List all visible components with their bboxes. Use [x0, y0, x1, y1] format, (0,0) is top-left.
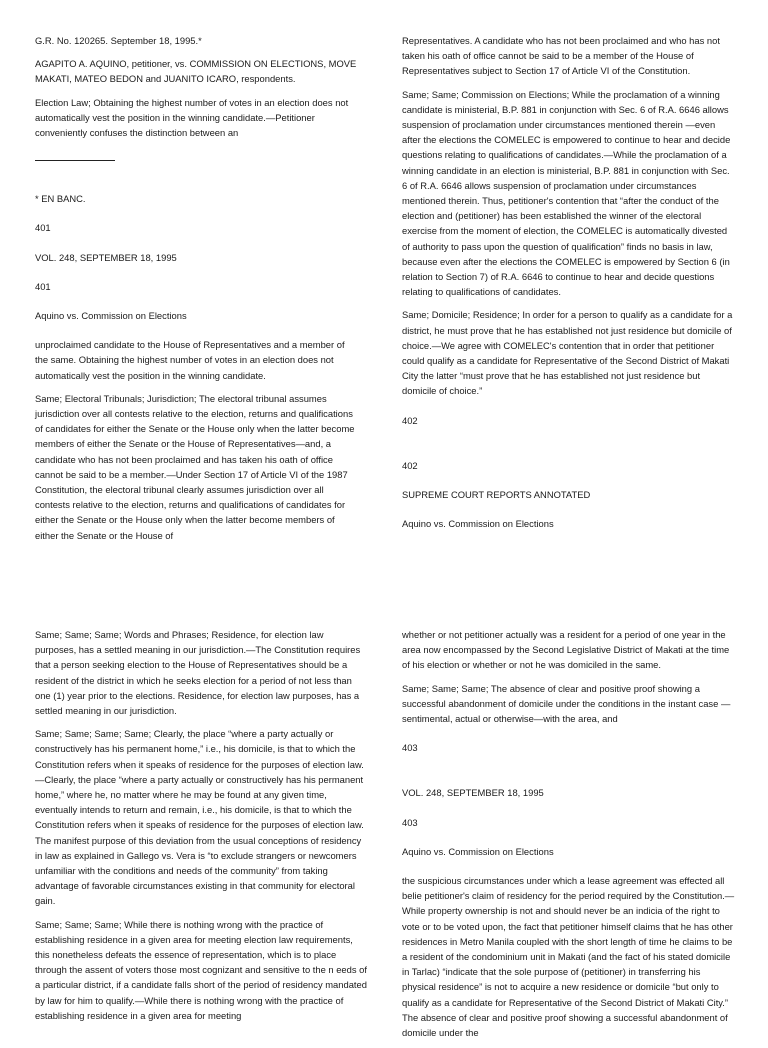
page-number: 402: [402, 459, 418, 471]
bottom-right-column: [402, 627, 736, 1048]
top-right-column: [402, 33, 736, 539]
reporter-name: SUPREME COURT REPORTS ANNOTATED: [402, 489, 591, 501]
page-number: 401: [35, 222, 51, 234]
syllabus-paragraph: Election Law; Obtaining the highest number of votes in an election does not automatically vest the position in the winning candidate.—Petitioner conveniently confuses the distinction between an: [35, 96, 349, 139]
running-head: Aquino vs. Commission on Elections: [35, 310, 187, 322]
syllabus-paragraph: Same; Same; Same; While there is nothing wrong with the practice of establishing residence in a given area for meeting election law requirements, this nonetheless defeats the essence of representation, which is to place through the assent of voters those most cognizant and sensitive to the n eeds of a particular district, if a candidate falls short of the period of residency mandated by law for him to qualify.—While there is nothing wrong with the practice of establishing residence in a given area for meeting: [35, 918, 367, 1021]
syllabus-paragraph: Same; Same; Same; Same; Clearly, the place “where a party actually or constructively has his permanent home,” i.e., his domicile, is that to which the Constitution refers when it speaks of residence for the purposes of election law.—Clearly, the place “where a party actually or constructively has his permanent home,” where he, no matter where he may be found at any given time, eventually intends to return and remain, i.e., his domicile, is that to which the Constitution refers when it speaks of residence for the purposes of election law. The manifest purpose of this deviation from the usual conceptions of residency in law as explained in Gallego vs. Vera is “to exclude strangers or newcomers unfamiliar with the conditions and needs of the community” from taking advantage of favorable circumstances existing in that community for electoral gain.: [35, 728, 364, 907]
case-citation: G.R. No. 120265. September 18, 1995.*: [35, 35, 202, 46]
running-head: Aquino vs. Commission on Elections: [402, 518, 554, 530]
syllabus-paragraph: whether or not petitioner actually was a resident for a period of one year in the area now encompassed by the Second Legislative District of Makati at the time of his election or whether or not he was domiciled in the same.: [402, 629, 730, 671]
syllabus-paragraph: the suspicious circumstances under which a lease agreement was effected all belie petitioner's claim of residency for the period required by the Constitution.—While property ownership is not and should never be an indicia of the right to vote or to be voted upon, the fact that petitioner himself claims that he has other residences in Metro Manila coupled with the short length of time he claims to be a resident of the condominium unit in Makati (and the fact of his stated domicile in Tarlac) “indicate that the sole purpose of (petitioner) in transferring his physical residence” is not to acquire a new residence or domicile “but only to qualify as a candidate for Representative of the Second District of Makati City.” The absence of clear and positive proof showing a successful abandonment of domicile under the: [402, 875, 735, 1039]
volume-line: VOL. 248, SEPTEMBER 18, 1995: [35, 251, 177, 263]
syllabus-paragraph: Same; Domicile; Residence; In order for a person to qualify as a candidate for a district, he must prove that he has established not just residence but domicile of choice.—We agree with COMELEC's contention that in order that petitioner could qualify as a candidate for Representative of the Second District of Makati City the latter “must prove that he has established not just residence but domicile of choice.”: [402, 309, 733, 397]
volume-line: VOL. 248, SEPTEMBER 18, 1995: [402, 787, 544, 799]
syllabus-paragraph: Same; Electoral Tribunals; Jurisdiction; The electoral tribunal assumes jurisdiction over all contests relative to the election, returns and qualifications of candidates for either the Senate or the House only when the latter become members of either the Senate or the House of Representatives—and, a candidate who has not been proclaimed and has taken his oath of office cannot be said to be a member.—Under Section 17 of Article VI of the 1987 Constitution, the electoral tribunal clearly assumes jurisdiction over all contests relative to the election, returns and qualifications of candidates for either the Senate or the House only when the latter become members of either the Senate or the House of: [35, 392, 355, 541]
bottom-left-column: [35, 627, 367, 1031]
syllabus-paragraph: Representatives. A candidate who has not been proclaimed and who has not taken his oath of office cannot be said to be a member of the House of Representatives subject to Section 17 of Article VI of the Constitution.: [402, 35, 720, 77]
syllabus-paragraph: unproclaimed candidate to the House of Representatives and a member of the same. Obtaining the highest number of votes in an election does not automatically vest the position in the winning candidate.: [35, 339, 345, 381]
syllabus-paragraph: Same; Same; Commission on Elections; While the proclamation of a winning candidate is ministerial, B.P. 881 in conjunction with Sec. 6 of R.A. 6646 allows suspension of proclamation under circumstances mentioned therein —even after the elections the COMELEC is empowered to continue to hear and decide questions relating to qualifications of candidates.—While the proclamation of a winning candidate in an election is ministerial, B.P. 881 in conjunction with Sec. 6 of R.A. 6646 allows suspension of proclamation under circumstances mentioned therein. Thus, petitioner's contention that “after the conduct of the election and (petitioner) has been established the winner of the electoral exercise from the moment of election, the COMELEC is automatically divested of authority to pass upon the question of qualification” finds no basis in law, because even after the elections the COMELEC is empowered by Section 6 (in relation to Section 7) of R.A. 6646 to continue to hear and decide questions relating to qualifications of candidates.: [402, 88, 731, 298]
page-number: 403: [402, 742, 418, 754]
page-number: 401: [35, 280, 51, 292]
footnote-divider: [35, 160, 115, 161]
page-number: 403: [402, 816, 418, 828]
top-left-column: [35, 33, 357, 551]
case-parties: AGAPITO A. AQUINO, petitioner, vs. COMMISSION ON ELECTIONS, MOVE MAKATI, MATEO BEDON and JUANITO ICARO, respondents.: [35, 58, 357, 85]
footnote: * EN BANC.: [35, 193, 86, 205]
syllabus-paragraph: Same; Same; Same; Words and Phrases; Residence, for election law purposes, has a settled meaning in our jurisdiction.—The Constitution requires that a person seeking election to the House of Representatives should be a resident of the district in which he seeks election for a period of not less than one (1) year prior to the elections. Residence, for election law purposes, has a settled meaning in our jurisdiction.: [35, 629, 361, 717]
syllabus-paragraph: Same; Same; Same; The absence of clear and positive proof showing a successful abandonment of domicile under the conditions in the instant case —sentimental, actual or otherwise—with the area, and: [402, 682, 731, 725]
page-number: 402: [402, 414, 418, 426]
running-head: Aquino vs. Commission on Elections: [402, 845, 554, 857]
